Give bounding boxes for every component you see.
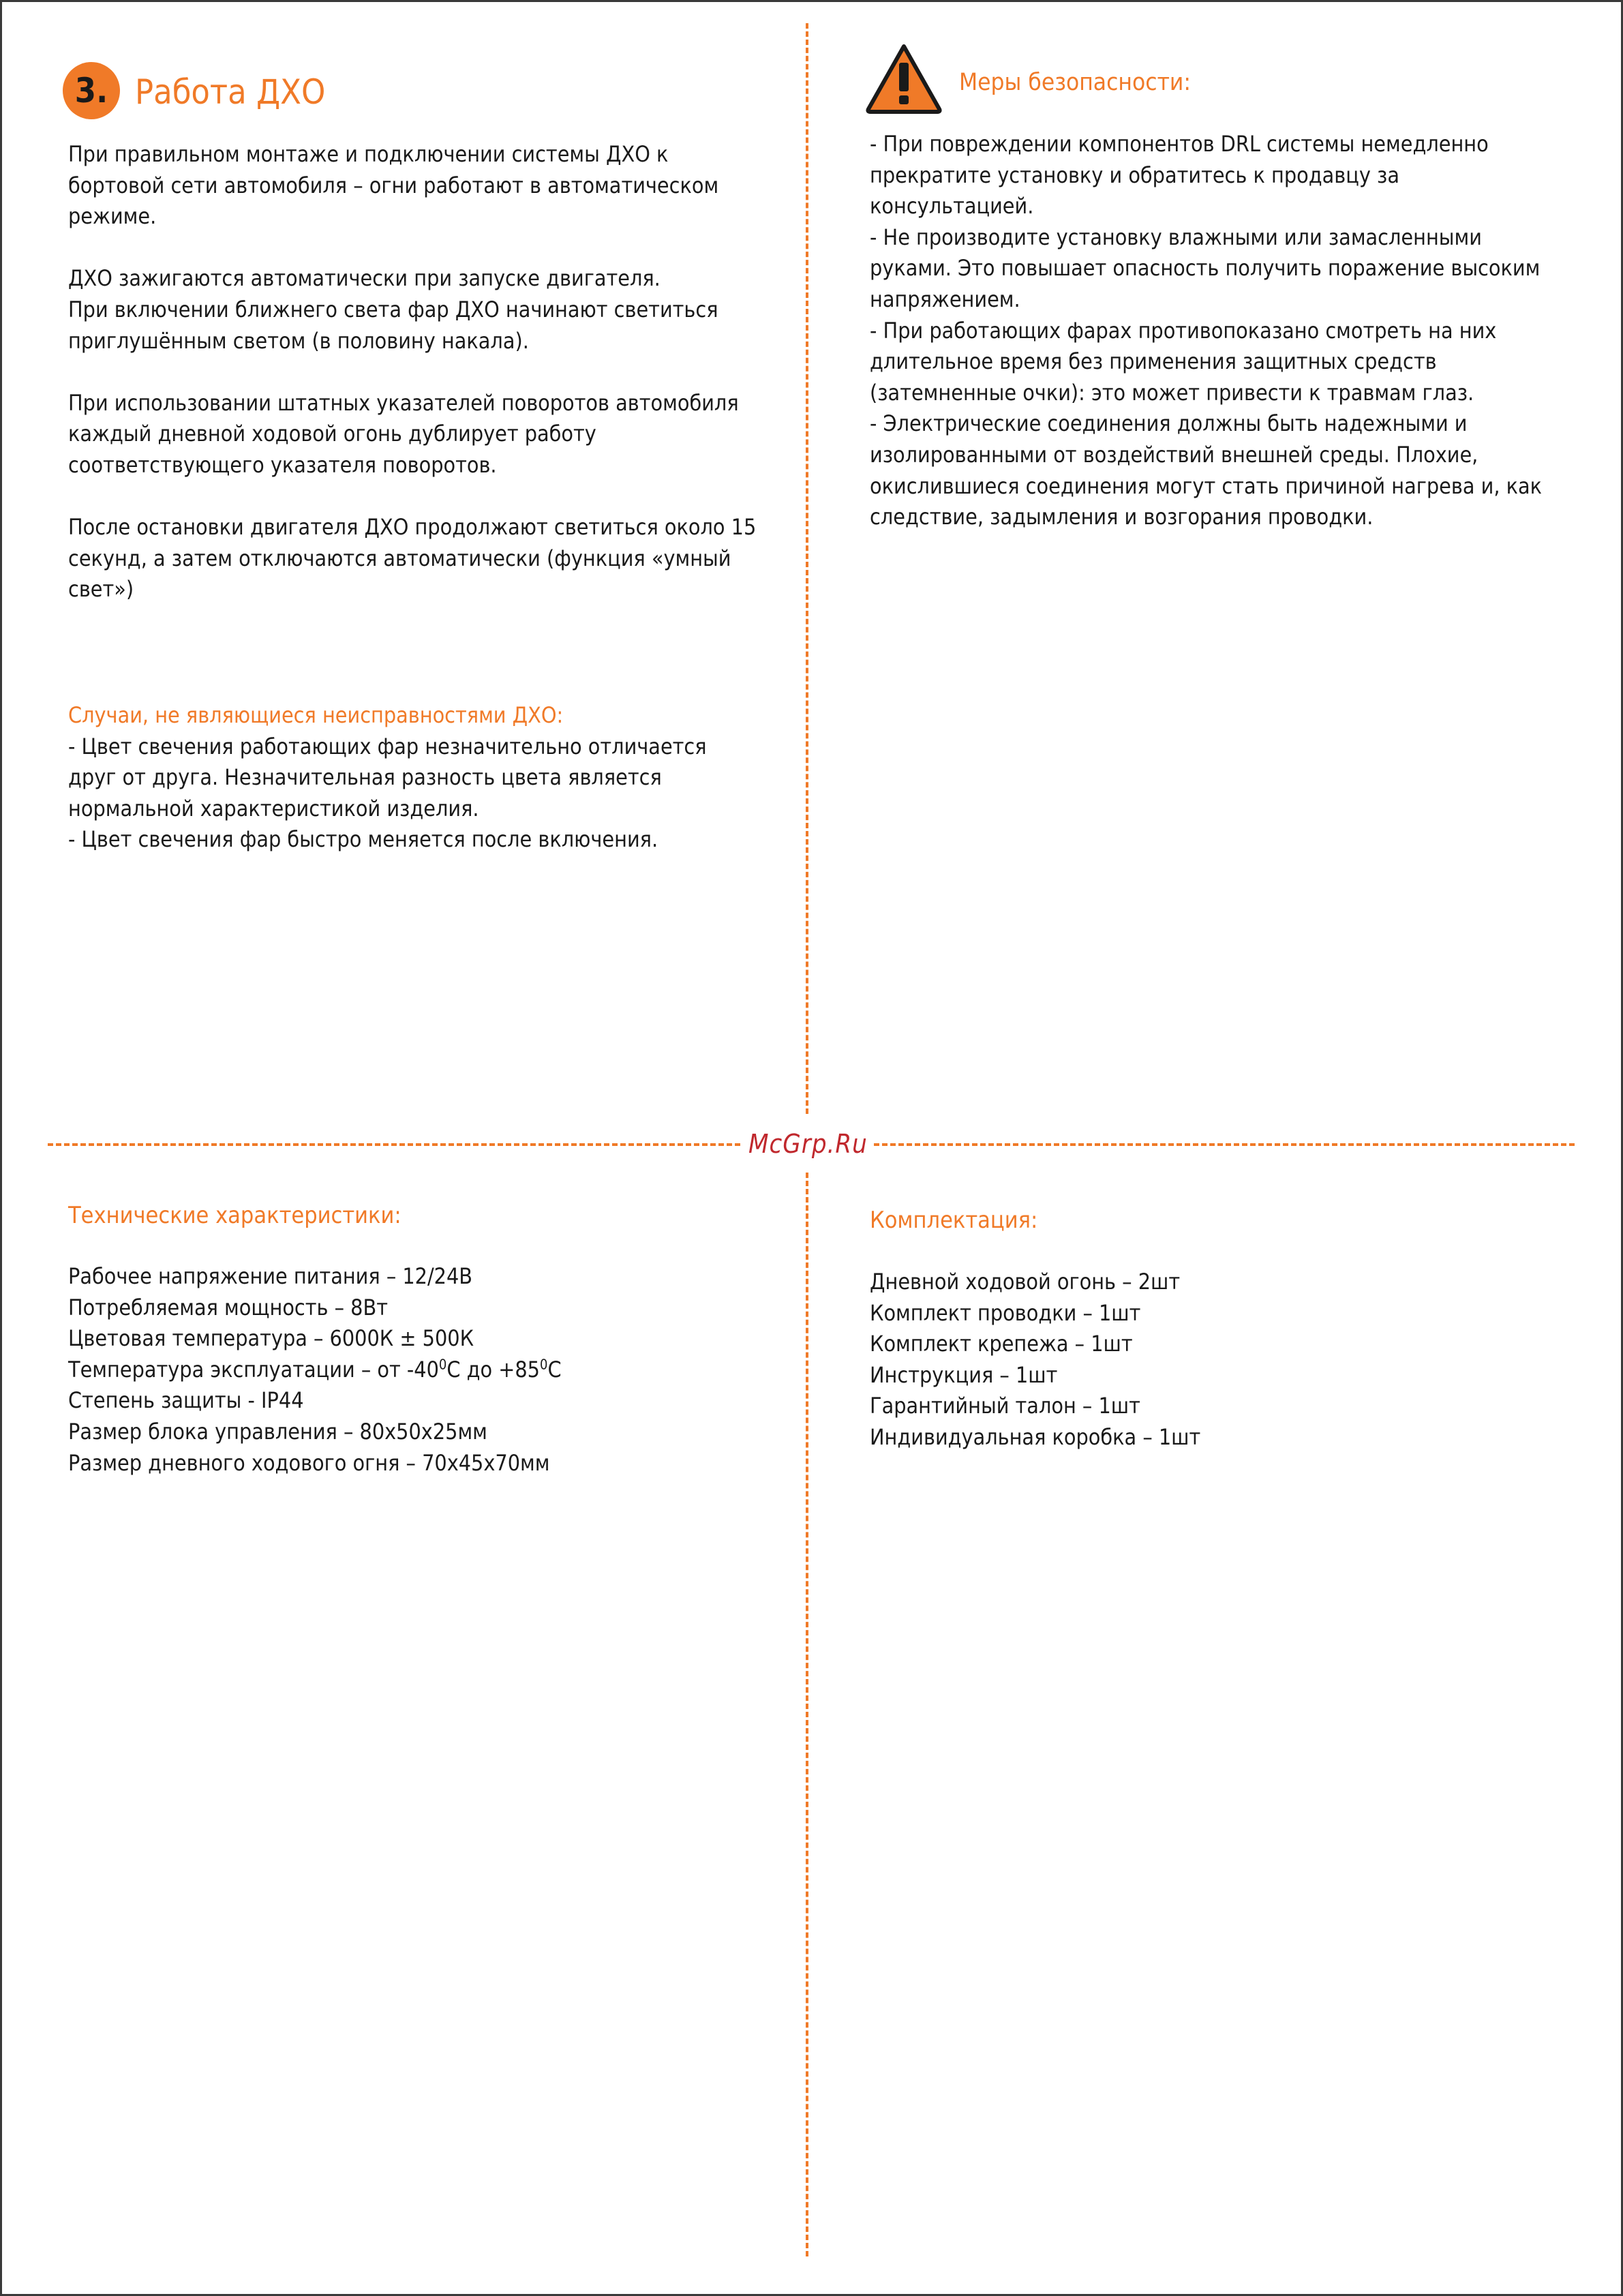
specs-title: Технические характеристики: [68,1202,401,1229]
specs-list: Рабочее напряжение питания – 12/24В Потребляемая мощность – 8Вт Цветовая температура – 6000К ± 500К Температура эксплуатации – от $-40^0С$ до $+85^0С$ Степень защиты - IP44 Размер блока управления – 80х50х25мм Размер дневного ходового огня – 70х45х70мм [68,1263,562,1476]
operation-paragraph-3: При использовании штатных указателей поворотов автомобиля каждый дневной ходовой огонь дублирует работу соответствующего указателя поворотов. [68,389,739,478]
kit-list: Дневной ходовой огонь – 2шт Комплект проводки – 1шт Комплект крепежа – 1шт Инструкция – 1шт Гарантийный талон – 1шт Индивидуальная коробка – 1шт [870,1269,1201,1450]
kit-title: Комплектация: [870,1207,1038,1234]
section-number: 3. [63,62,120,119]
operation-paragraph-4: После остановки двигателя ДХО продолжают светиться около 15 секунд, а затем отключаются автоматически (функция «умный свет») [68,514,757,603]
not-faults-title: Случаи, не являющиеся неисправностями ДХО: [68,702,564,728]
operation-paragraph-1: При правильном монтаже и подключении системы ДХО к бортовой сети автомобиля – огни работают в автоматическом режиме. [68,141,719,230]
vertical-cut-line-bottom [806,1173,808,2256]
not-faults-section [68,700,784,856]
operation-text [68,139,784,605]
section-title: Работа ДХО [135,72,326,112]
operating-temperature: Температура эксплуатации – от $-40^0С$ до $+85^0С$ [68,1356,562,1383]
operation-paragraph-2: ДХО зажигаются автоматически при запуске двигателя. При включении ближнего света фар ДХО начинают светиться приглушённым светом (в половину накала). [68,265,718,354]
warning-icon [866,44,942,115]
safety-list: - При повреждении компонентов DRL системы немедленно прекратите установку и обратитесь к продавцу за консультацией. - Не производите установку влажными или замасленными руками. Это повышает опасность получить поражение высоким напряжением. - При работающих фарах противопоказано смотреть на них длительное время без применения защитных средств (затемненные очки): это может привести к травмам глаз. - Электрические соединения должны быть надежными и изолированными от воздействий внешней среды. Плохие, окислившиеся соединения могут стать причиной нагрева и, как следствие, задымления и возгорания проводки. [870,131,1543,530]
safety-title: Меры безопасности: [959,69,1191,96]
not-faults-list: - Цвет свечения работающих фар незначительно отличается друг от друга. Незначительная разность цвета является нормальной характеристикой изделия. - Цвет свечения фар быстро меняется после включения. [68,733,707,853]
watermark: McGrp.Ru [743,1129,873,1159]
vertical-cut-line-top [806,23,808,1114]
